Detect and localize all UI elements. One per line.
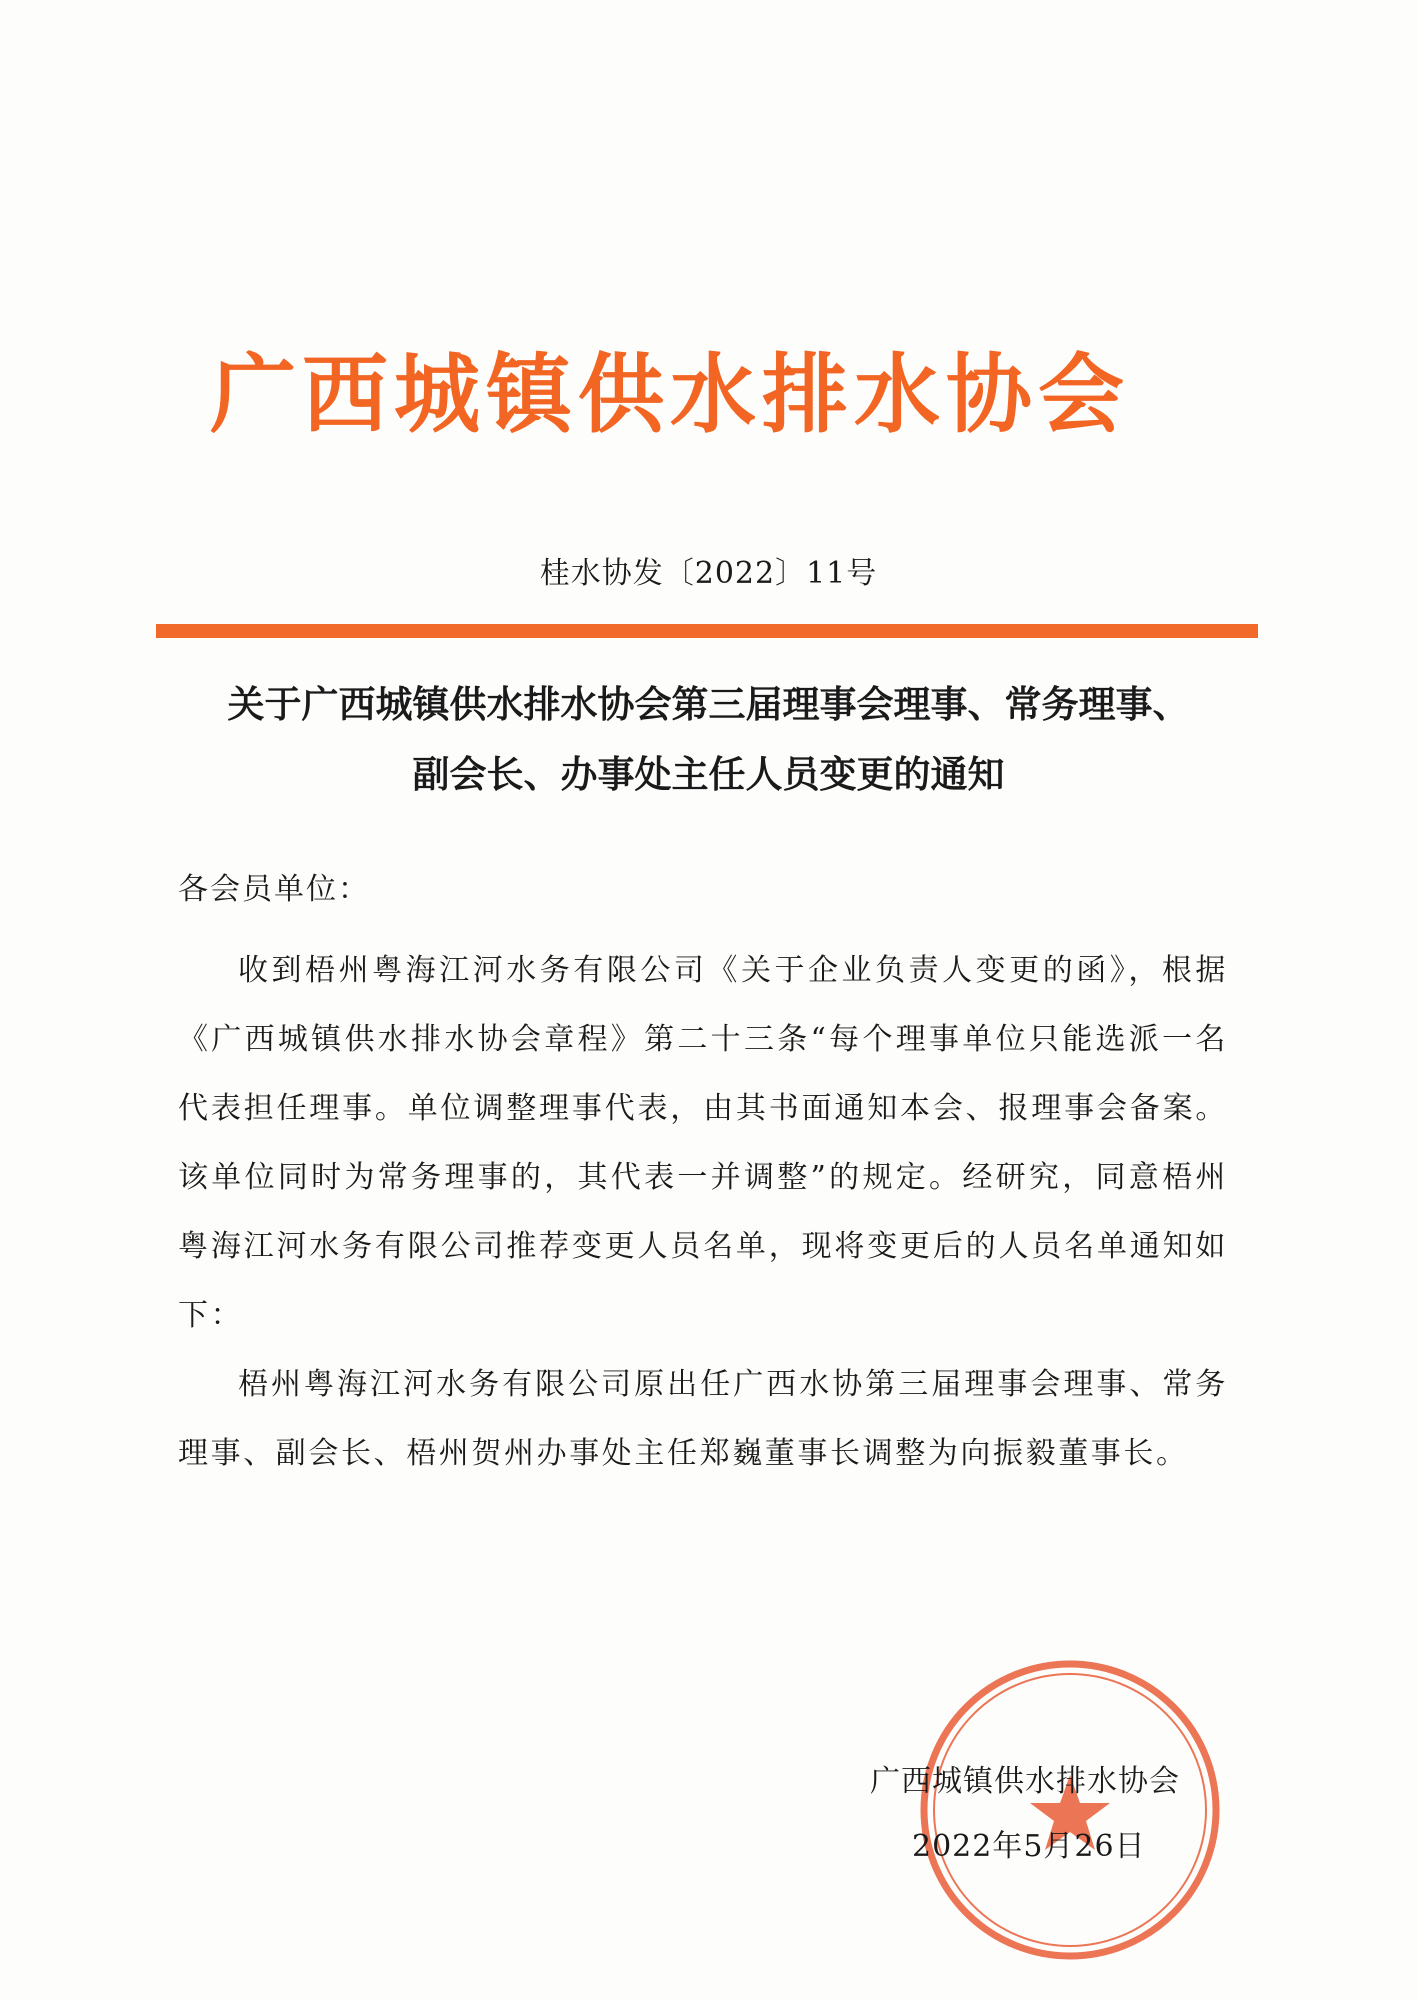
notice-title-line-1: 关于广西城镇供水排水协会第三届理事会理事、常务理事、 — [227, 683, 1190, 726]
header-divider-rule — [156, 624, 1258, 638]
notice-title — [150, 670, 1267, 810]
organization-header-title: 广西城镇供水排水协会 — [210, 345, 1130, 445]
body-paragraph-2: 梧州粤海江河水务有限公司原出任广西水协第三届理事会理事、常务理事、副会长、梧州贺州办事处主任郑巍董事长调整为向振毅董事长。 — [178, 1367, 1228, 1471]
body-paragraph-1: 收到梧州粤海江河水务有限公司《关于企业负责人变更的函》，根据《广西城镇供水排水协会章程》第二十三条“每个理事单位只能选派一名代表担任理事。单位调整理事代表，由其书面通知本会、报理事会备案。该单位同时为常务理事的，其代表一并调整”的规定。经研究，同意梧州粤海江河水务有限公司推荐变更人员名单，现将变更后的人员名单通知如下： — [178, 953, 1228, 1333]
official-seal-stamp — [915, 1655, 1225, 1965]
notice-title-line-2: 副会长、办事处主任人员变更的通知 — [412, 753, 1005, 796]
document-number: 桂水协发〔2022〕11号 — [539, 556, 878, 591]
notice-body — [178, 936, 1228, 1488]
salutation: 各会员单位： — [178, 872, 370, 907]
signature-organization: 广西城镇供水排水协会 — [870, 1764, 1180, 1799]
signature-date: 2022年5月26日 — [912, 1829, 1146, 1864]
